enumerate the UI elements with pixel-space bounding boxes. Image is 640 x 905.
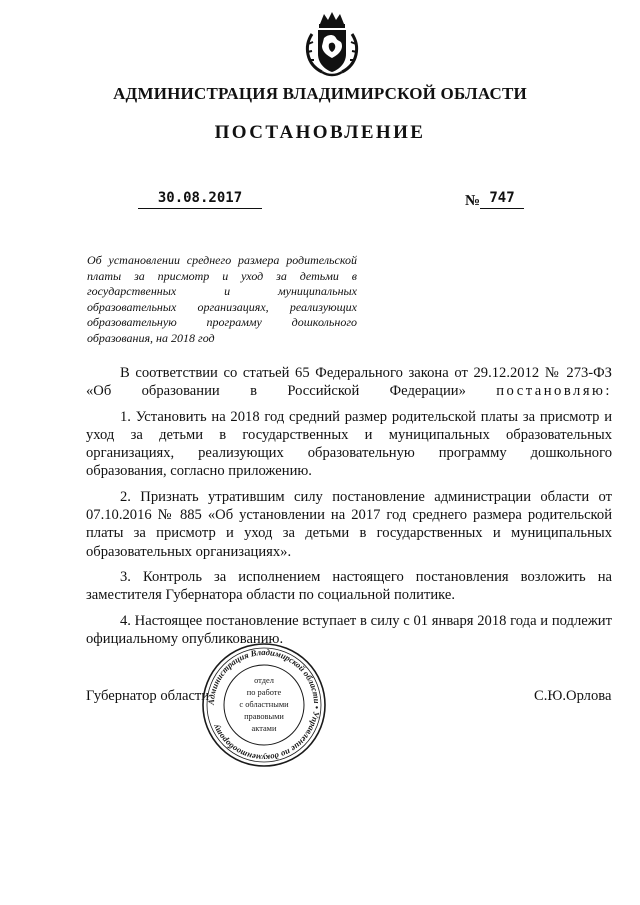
body-item-3: 3. Контроль за исполнением настоящего постановления возложить на заместителя Губернатора области по социальной политике. [86, 568, 612, 604]
preamble-keyword: постановляю: [496, 383, 612, 400]
body-item-1: 1. Установить на 2018 год средний размер родительской платы за присмотр и уход за детьми в государственных и муниципальных образовательных организациях, реализующих образовательную программу дошкольного образования, согласно приложению. [86, 408, 612, 480]
number-sign: № [465, 193, 481, 209]
seal-center-line-1: отдел [254, 676, 274, 685]
signer-title: Губернатор области [86, 688, 210, 704]
seal-center-line-2: по работе [246, 688, 282, 697]
document-date: 30.08.2017 [138, 190, 262, 209]
seal-center-line-3: с областными [239, 700, 289, 709]
seal-center-line-5: актами [251, 724, 277, 733]
preamble-text: В соответствии со статьей 65 Федерального закона от 29.12.2012 № 273-ФЗ «Об образовании в Российской Федерации» [86, 365, 612, 400]
official-seal-icon [200, 641, 328, 769]
seal-center-line-4: правовыми [244, 712, 284, 721]
organization-title: АДМИНИСТРАЦИЯ ВЛАДИМИРСКОЙ ОБЛАСТИ [113, 84, 527, 103]
body-item-4: 4. Настоящее постановление вступает в силу с 01 января 2018 года и подлежит официальному опубликованию. [86, 612, 612, 647]
signer-name: С.Ю.Орлова [534, 688, 612, 704]
body-item-2: 2. Признать утратившим силу постановление администрации области от 07.10.2016 № 885 «Об установлении на 2017 год среднего размера родительской платы за присмотр и уход за детьми в государственных и муниципальных образовательных организациях». [86, 488, 612, 560]
document-body [86, 364, 612, 655]
preamble-paragraph [86, 364, 612, 401]
document-type-title: ПОСТАНОВЛЕНИЕ [214, 122, 426, 143]
seal-ring-text: Администрация Владимирской области • Управление по документообороту [205, 646, 323, 764]
document-subject: Об установлении среднего размера родительской платы за присмотр и уход за детьми в государственных и муниципальных образовательных организациях, реализующих образовательную программу дошкольного образования, на 2018 год [87, 253, 357, 345]
document-number: 747 [480, 190, 524, 209]
coat-of-arms-icon [302, 10, 362, 78]
